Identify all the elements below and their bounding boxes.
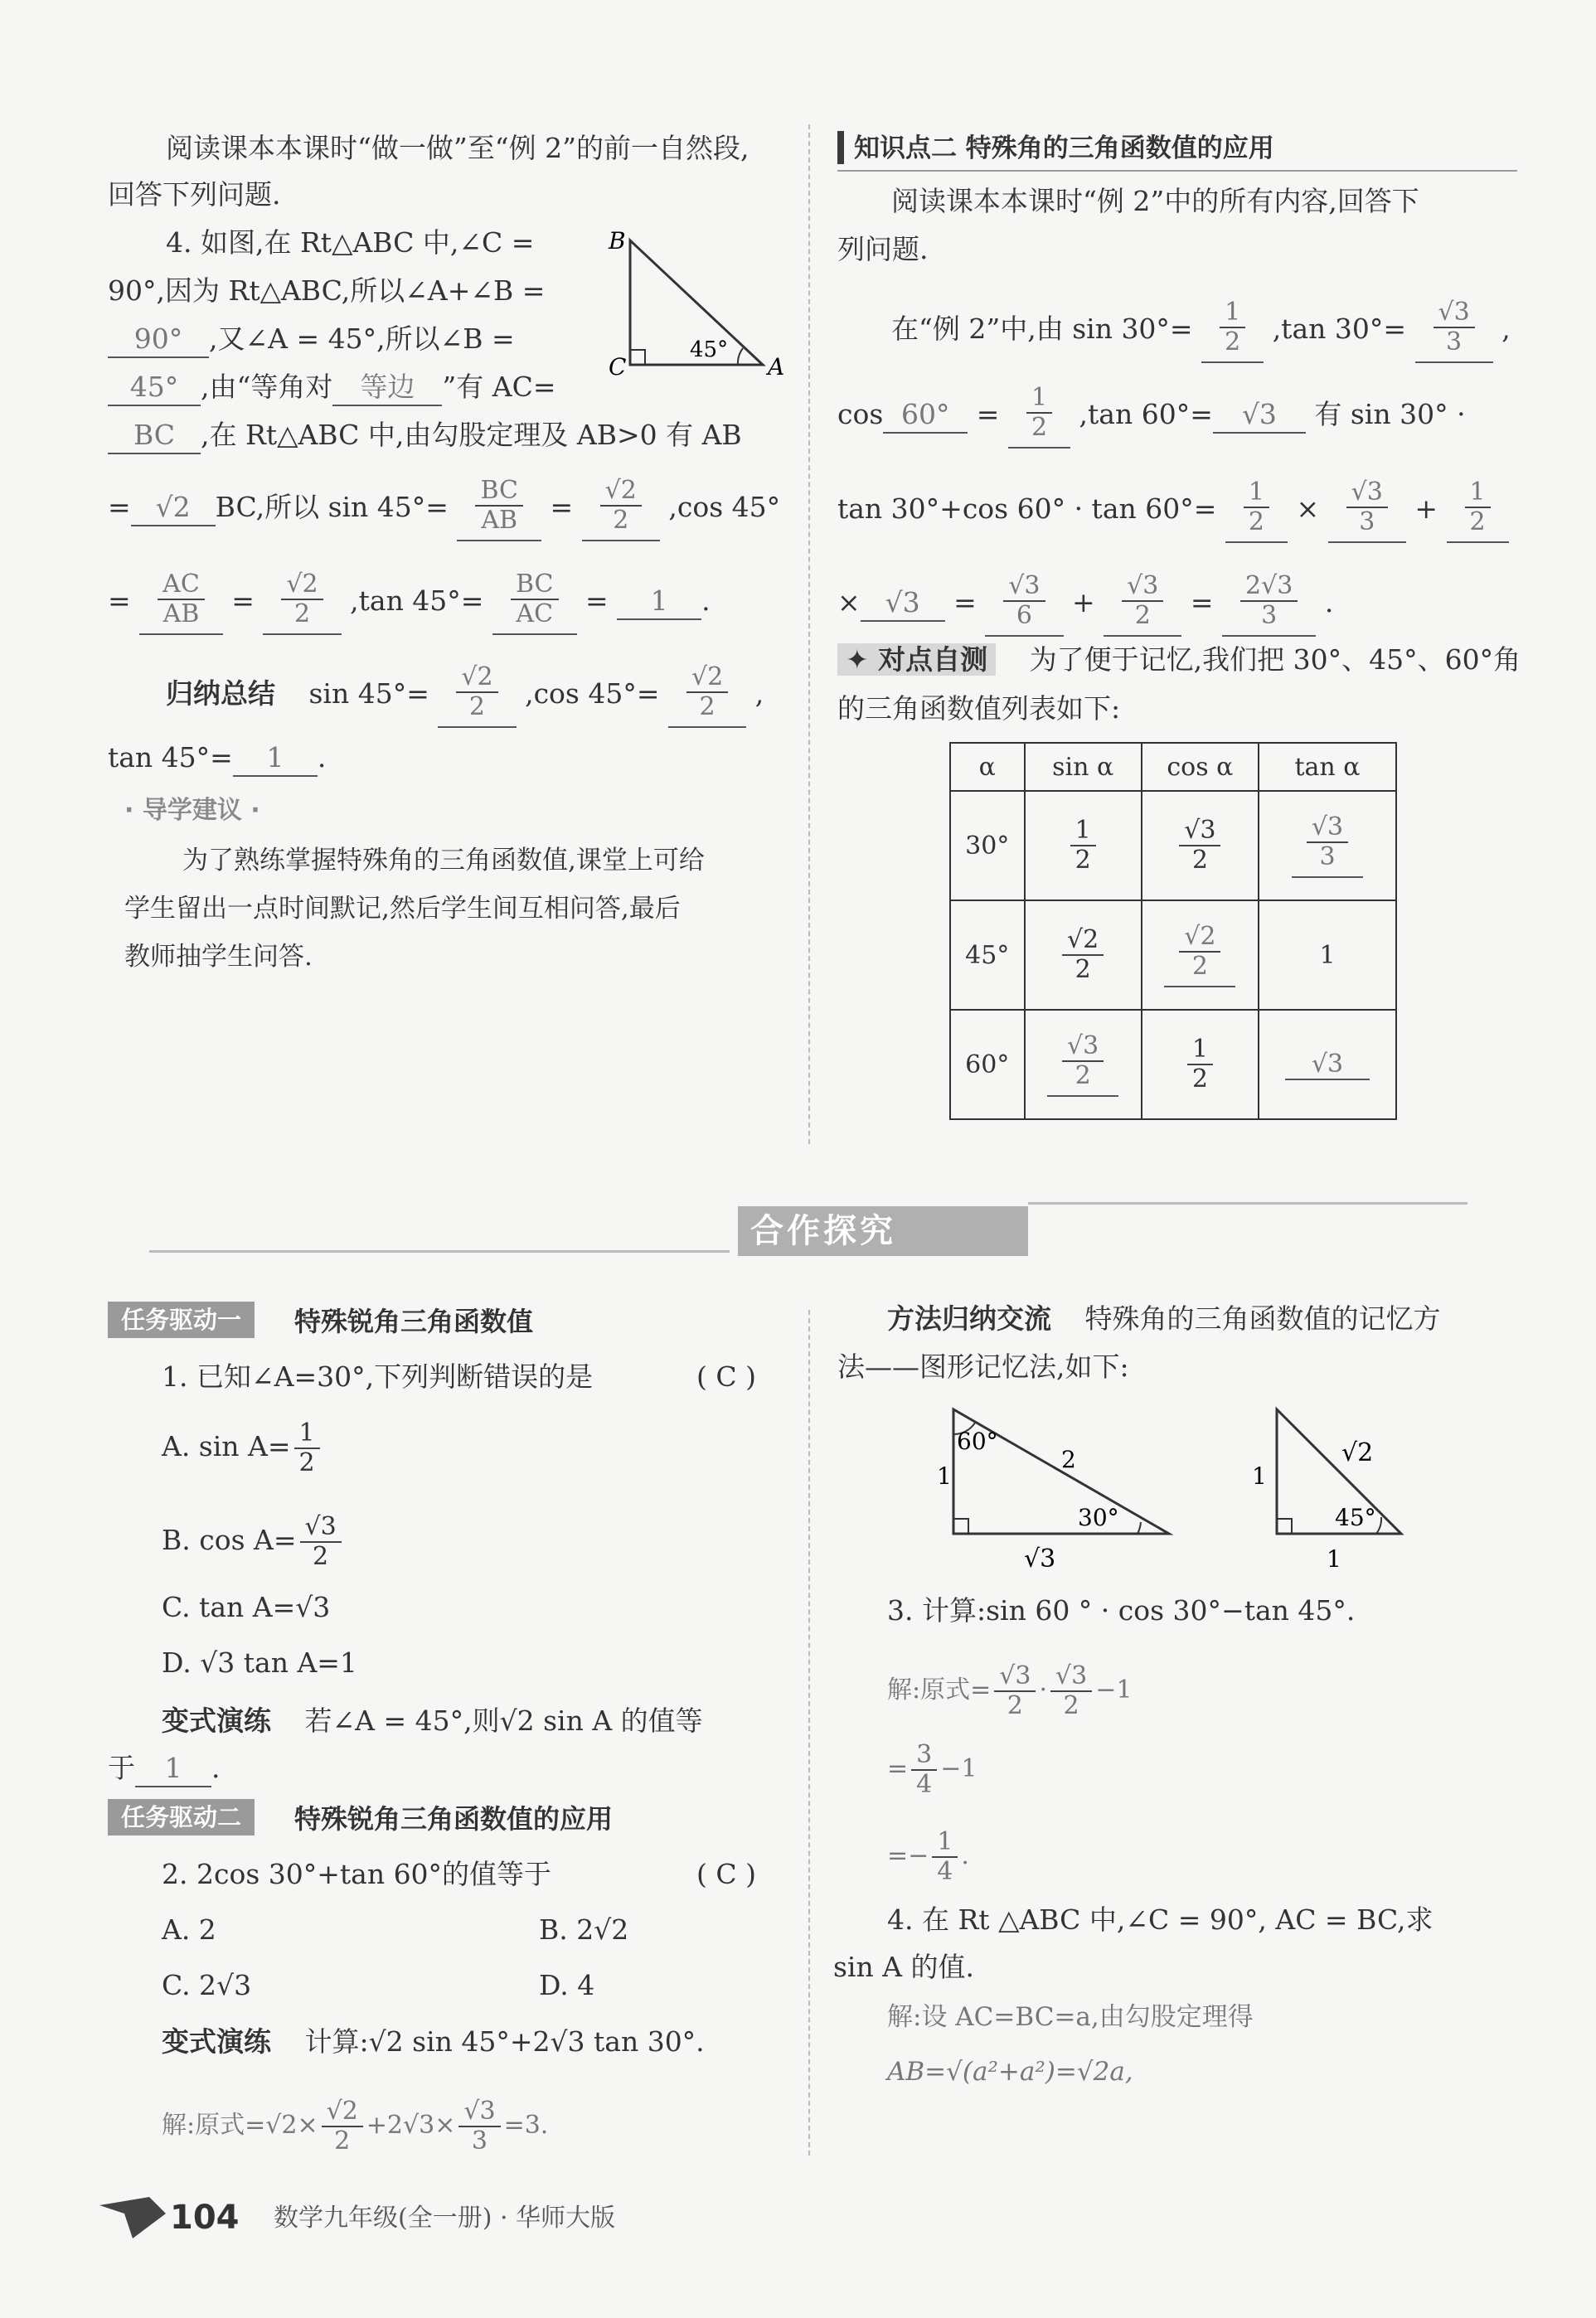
table-cell-cos30: $\frac{√3}{2}$ (1142, 791, 1259, 900)
q2-option-c: C. 2√3 (162, 1969, 252, 2001)
task2-title: 特殊锐角三角函数值的应用 (294, 1803, 614, 1835)
method-label: 方法归纳交流 (887, 1302, 1051, 1335)
column-divider-bottom (808, 1310, 810, 2156)
book-title: 数学九年级(全一册) · 华师大版 (274, 2204, 616, 2233)
fig1-label-A: A (768, 353, 785, 381)
answer-line4-sqrt3: √3 (861, 585, 945, 622)
var2-label: 变式演练 (162, 2025, 271, 2058)
rt-line-3: tan 30°+cos 60° · tan 60°= $\frac{1}{2}$ × $\frac{√3}{3}$ + $\frac{1}{2}$ (837, 478, 1509, 543)
q3-text: 3. 计算:sin 60 ° · cos 30°−tan 45°. (887, 1594, 1356, 1627)
intro-line-2: 回答下列问题. (108, 178, 281, 211)
fig2-side-1: 1 (937, 1462, 952, 1490)
footer-logo-icon (99, 2197, 166, 2238)
rt-line-1: 在“例 2”中,由 sin 30°= $\frac{1}{2}$ ,tan 30°= $\frac{√3}{3}$ , (891, 298, 1511, 363)
table-header-cos: cos α (1142, 743, 1259, 791)
fig1-label-C: C (609, 353, 627, 381)
method-line-1: 方法归纳交流 特殊角的三角函数值的记忆方 (887, 1302, 1441, 1335)
task1-tag: 任务驱动一 (108, 1302, 255, 1338)
answer-line4-sqrt3-over-6: $\frac{√3}{6}$ (985, 572, 1063, 637)
table-row-60: 60° (950, 1010, 1025, 1119)
page-number: 104 (170, 2199, 240, 2237)
answer-60: 60° (883, 397, 968, 434)
answer-sqrt2-over-2-a: $\frac{√2}{2}$ (582, 477, 660, 541)
summary-cos45: $\frac{√2}{2}$ (668, 663, 746, 728)
summary-tan-line: tan 45°= 1 . (108, 740, 326, 777)
summary-label: 归纳总结 (166, 677, 275, 710)
table-row-45: 45° (950, 900, 1025, 1010)
kp-title-bar (837, 131, 844, 164)
table-cell-sin60: $\frac{√3}{2}$ (1025, 1010, 1142, 1119)
task1-title: 特殊锐角三角函数值 (294, 1306, 534, 1337)
banner-line-right (1028, 1202, 1467, 1205)
summary-tan45: 1 (233, 740, 318, 777)
table-cell-tan60: √3 (1259, 1010, 1396, 1119)
self-test-line-1: ✦ 对点自测 为了便于记忆,我们把 30°、45°、60°角 (837, 643, 1521, 677)
table-cell-sin45: $\frac{√2}{2}$ (1025, 900, 1142, 1010)
answer-AC-over-AB: $\frac{AC}{AB}$ (139, 570, 223, 635)
answer-line4-2sqrt3-over-3: $\frac{2√3}{3}$ (1222, 572, 1316, 637)
kp-title-underline (837, 170, 1517, 172)
answer-sin30: $\frac{1}{2}$ (1201, 298, 1264, 363)
fig2-angle-60: 60° (957, 1428, 998, 1455)
var1-answer: 1 (135, 1751, 211, 1787)
rt-intro-1: 阅读课本本课时“例 2”中的所有内容,回答下 (891, 185, 1419, 217)
answer-cos60: $\frac{1}{2}$ (1008, 384, 1070, 449)
summary-line: 归纳总结 sin 45°= $\frac{√2}{2}$ ,cos 45°= $\frac{√2}{2}$ , (166, 663, 764, 728)
answer-tan30: $\frac{√3}{3}$ (1415, 298, 1493, 363)
q3-solution-2: = $\frac{3}{4}$ −1 (887, 1740, 977, 1799)
q2-text: 2. 2cos 30°+tan 60°的值等于 (162, 1858, 552, 1890)
answer-line3-half-b: $\frac{1}{2}$ (1447, 478, 1509, 543)
fig1-label-B: B (609, 227, 626, 255)
summary-sin45: $\frac{√2}{2}$ (438, 663, 516, 728)
banner-line-left (149, 1250, 730, 1253)
self-test-line-2: 的三角函数值列表如下: (837, 692, 1121, 725)
guide-text-2: 学生留出一点时间默记,然后学生间互相问答,最后 (124, 894, 681, 924)
answer-BC-over-AB: $\frac{BC}{AB}$ (457, 477, 541, 541)
q2-answer: ( C ) (696, 1858, 756, 1890)
column-divider-top (808, 124, 810, 1144)
table-cell-cos45: $\frac{√2}{2}$ (1142, 900, 1259, 1010)
table-header-alpha: α (950, 743, 1025, 791)
intro-line-1: 阅读课本本课时“做一做”至“例 2”的前一自然段, (166, 132, 749, 164)
answer-tan45: 1 (617, 584, 701, 620)
q2-option-a: A. 2 (162, 1913, 216, 1946)
guide-text-1: 为了熟练掌握特殊角的三角函数值,课堂上可给 (182, 846, 705, 875)
q1-text: 1. 已知∠A=30°,下列判断错误的是 (162, 1360, 594, 1393)
table-row-30: 30° (950, 791, 1025, 900)
q4b-line-2: sin A 的值. (833, 1951, 975, 1983)
q1-option-b: B. cos A= $\frac{√3}{2}$ (162, 1513, 345, 1571)
rt-line-2: cos 60° = $\frac{1}{2}$ ,tan 60°= √3 有 sin 30° · (837, 384, 1466, 449)
table-cell-tan30: $\frac{√3}{3}$ (1259, 791, 1396, 900)
rt-intro-2: 列问题. (837, 233, 929, 265)
var1-label: 变式演练 (162, 1705, 271, 1737)
figure-30-60-triangle (920, 1401, 1194, 1583)
rt-line-4: × √3 = $\frac{√3}{6}$ + $\frac{√3}{2}$ = $\frac{2√3}{3}$ . (837, 572, 1333, 637)
fig3-side-1: 1 (1252, 1462, 1267, 1490)
answer-line3-half: $\frac{1}{2}$ (1225, 478, 1288, 543)
answer-BC: BC (108, 418, 201, 454)
answer-dengbian: 等边 (332, 370, 442, 406)
q4-line-6: = √2 BC,所以 sin 45°= $\frac{BC}{AB}$ = $\frac{√2}{2}$ ,cos 45° (108, 477, 780, 541)
q4-line-2: 90°,因为 Rt△ABC,所以∠A+∠B = (108, 274, 546, 307)
method-line-2: 法——图形记忆法,如下: (837, 1351, 1129, 1383)
q4b-solution-1: 解:设 AC=BC=a,由勾股定理得 (887, 2002, 1254, 2032)
guide-text-3: 教师抽学生问答. (124, 942, 313, 972)
var2-line: 变式演练 计算:√2 sin 45°+2√3 tan 30°. (162, 2025, 705, 2058)
q1-option-a: A. sin A= $\frac{1}{2}$ (162, 1419, 323, 1477)
q1-option-c: C. tan A=√3 (162, 1591, 331, 1623)
q1-answer: ( C ) (696, 1360, 756, 1393)
self-test-label: ✦ 对点自测 (837, 643, 996, 676)
q2-option-b: B. 2√2 (539, 1913, 629, 1946)
table-cell-sin30: $\frac{1}{2}$ (1025, 791, 1142, 900)
task2-tag: 任务驱动二 (108, 1799, 255, 1835)
answer-tan60: √3 (1213, 397, 1306, 434)
table-header-tan: tan α (1259, 743, 1396, 791)
answer-BC-over-AC: $\frac{BC}{AC}$ (492, 570, 577, 635)
table-header-sin: sin α (1025, 743, 1142, 791)
figure-right-triangle-45 (597, 224, 796, 390)
q4-line-5: BC ,在 Rt△ABC 中,由勾股定理及 AB>0 有 AB (108, 418, 742, 454)
answer-45: 45° (108, 370, 201, 406)
fig2-side-2: 2 (1061, 1446, 1076, 1473)
q4b-solution-2: AB=√(a²+a²)=√2a, (887, 2057, 1133, 2087)
q4b-line-1: 4. 在 Rt △ABC 中,∠C = 90°, AC = BC,求 (887, 1903, 1433, 1936)
q4-line-1: 4. 如图,在 Rt△ABC 中,∠C = (166, 226, 535, 259)
answer-sqrt2-over-2-b: $\frac{√2}{2}$ (263, 570, 341, 635)
fig2-angle-30: 30° (1078, 1504, 1119, 1531)
banner-title: 合作探究 (750, 1212, 896, 1250)
answer-line3-sqrt3-over-3: $\frac{√3}{3}$ (1328, 478, 1406, 543)
var1-line-1: 变式演练 若∠A = 45°,则√2 sin A 的值等 (162, 1705, 703, 1737)
q3-solution-1: 解:原式= $\frac{√3}{2}$ · $\frac{√3}{2}$ −1 (887, 1661, 1133, 1720)
fig2-side-sqrt3: √3 (1024, 1545, 1056, 1574)
fig1-angle: 45° (690, 337, 729, 362)
figure-45-triangle (1244, 1401, 1443, 1583)
fig3-side-1b: 1 (1327, 1545, 1341, 1573)
answer-line4-sqrt3-over-2: $\frac{√3}{2}$ (1104, 572, 1181, 637)
answer-sqrt2: √2 (131, 490, 216, 526)
q3-solution-3: =− $\frac{1}{4}$ . (887, 1827, 969, 1886)
q4-line-7: = $\frac{AC}{AB}$ = $\frac{√2}{2}$ ,tan 45°= $\frac{BC}{AC}$ = 1 . (108, 570, 711, 635)
q4-line-4: 45° ,由“等角对 等边 ”有 AC= (108, 370, 555, 406)
guide-title: · 导学建议 · (124, 796, 260, 825)
trig-value-table (949, 742, 1397, 1120)
answer-90: 90° (108, 322, 209, 358)
var2-solution: 解:原式=√2× $\frac{√2}{2}$ +2√3× $\frac{√3}{3}$ =3. (162, 2097, 549, 2156)
table-cell-tan45: 1 (1259, 900, 1396, 1010)
kp-title: 知识点二 特殊角的三角函数值的应用 (854, 133, 1274, 163)
q2-option-d: D. 4 (539, 1969, 595, 2001)
q1-option-d: D. √3 tan A=1 (162, 1646, 357, 1679)
fig3-angle-45: 45° (1335, 1504, 1376, 1531)
table-cell-cos60: $\frac{1}{2}$ (1142, 1010, 1259, 1119)
q4-line-3: 90° ,又∠A = 45°,所以∠B = (108, 322, 515, 358)
fig3-side-sqrt2: √2 (1341, 1438, 1374, 1467)
var1-line-2: 于 1 . (108, 1751, 221, 1787)
